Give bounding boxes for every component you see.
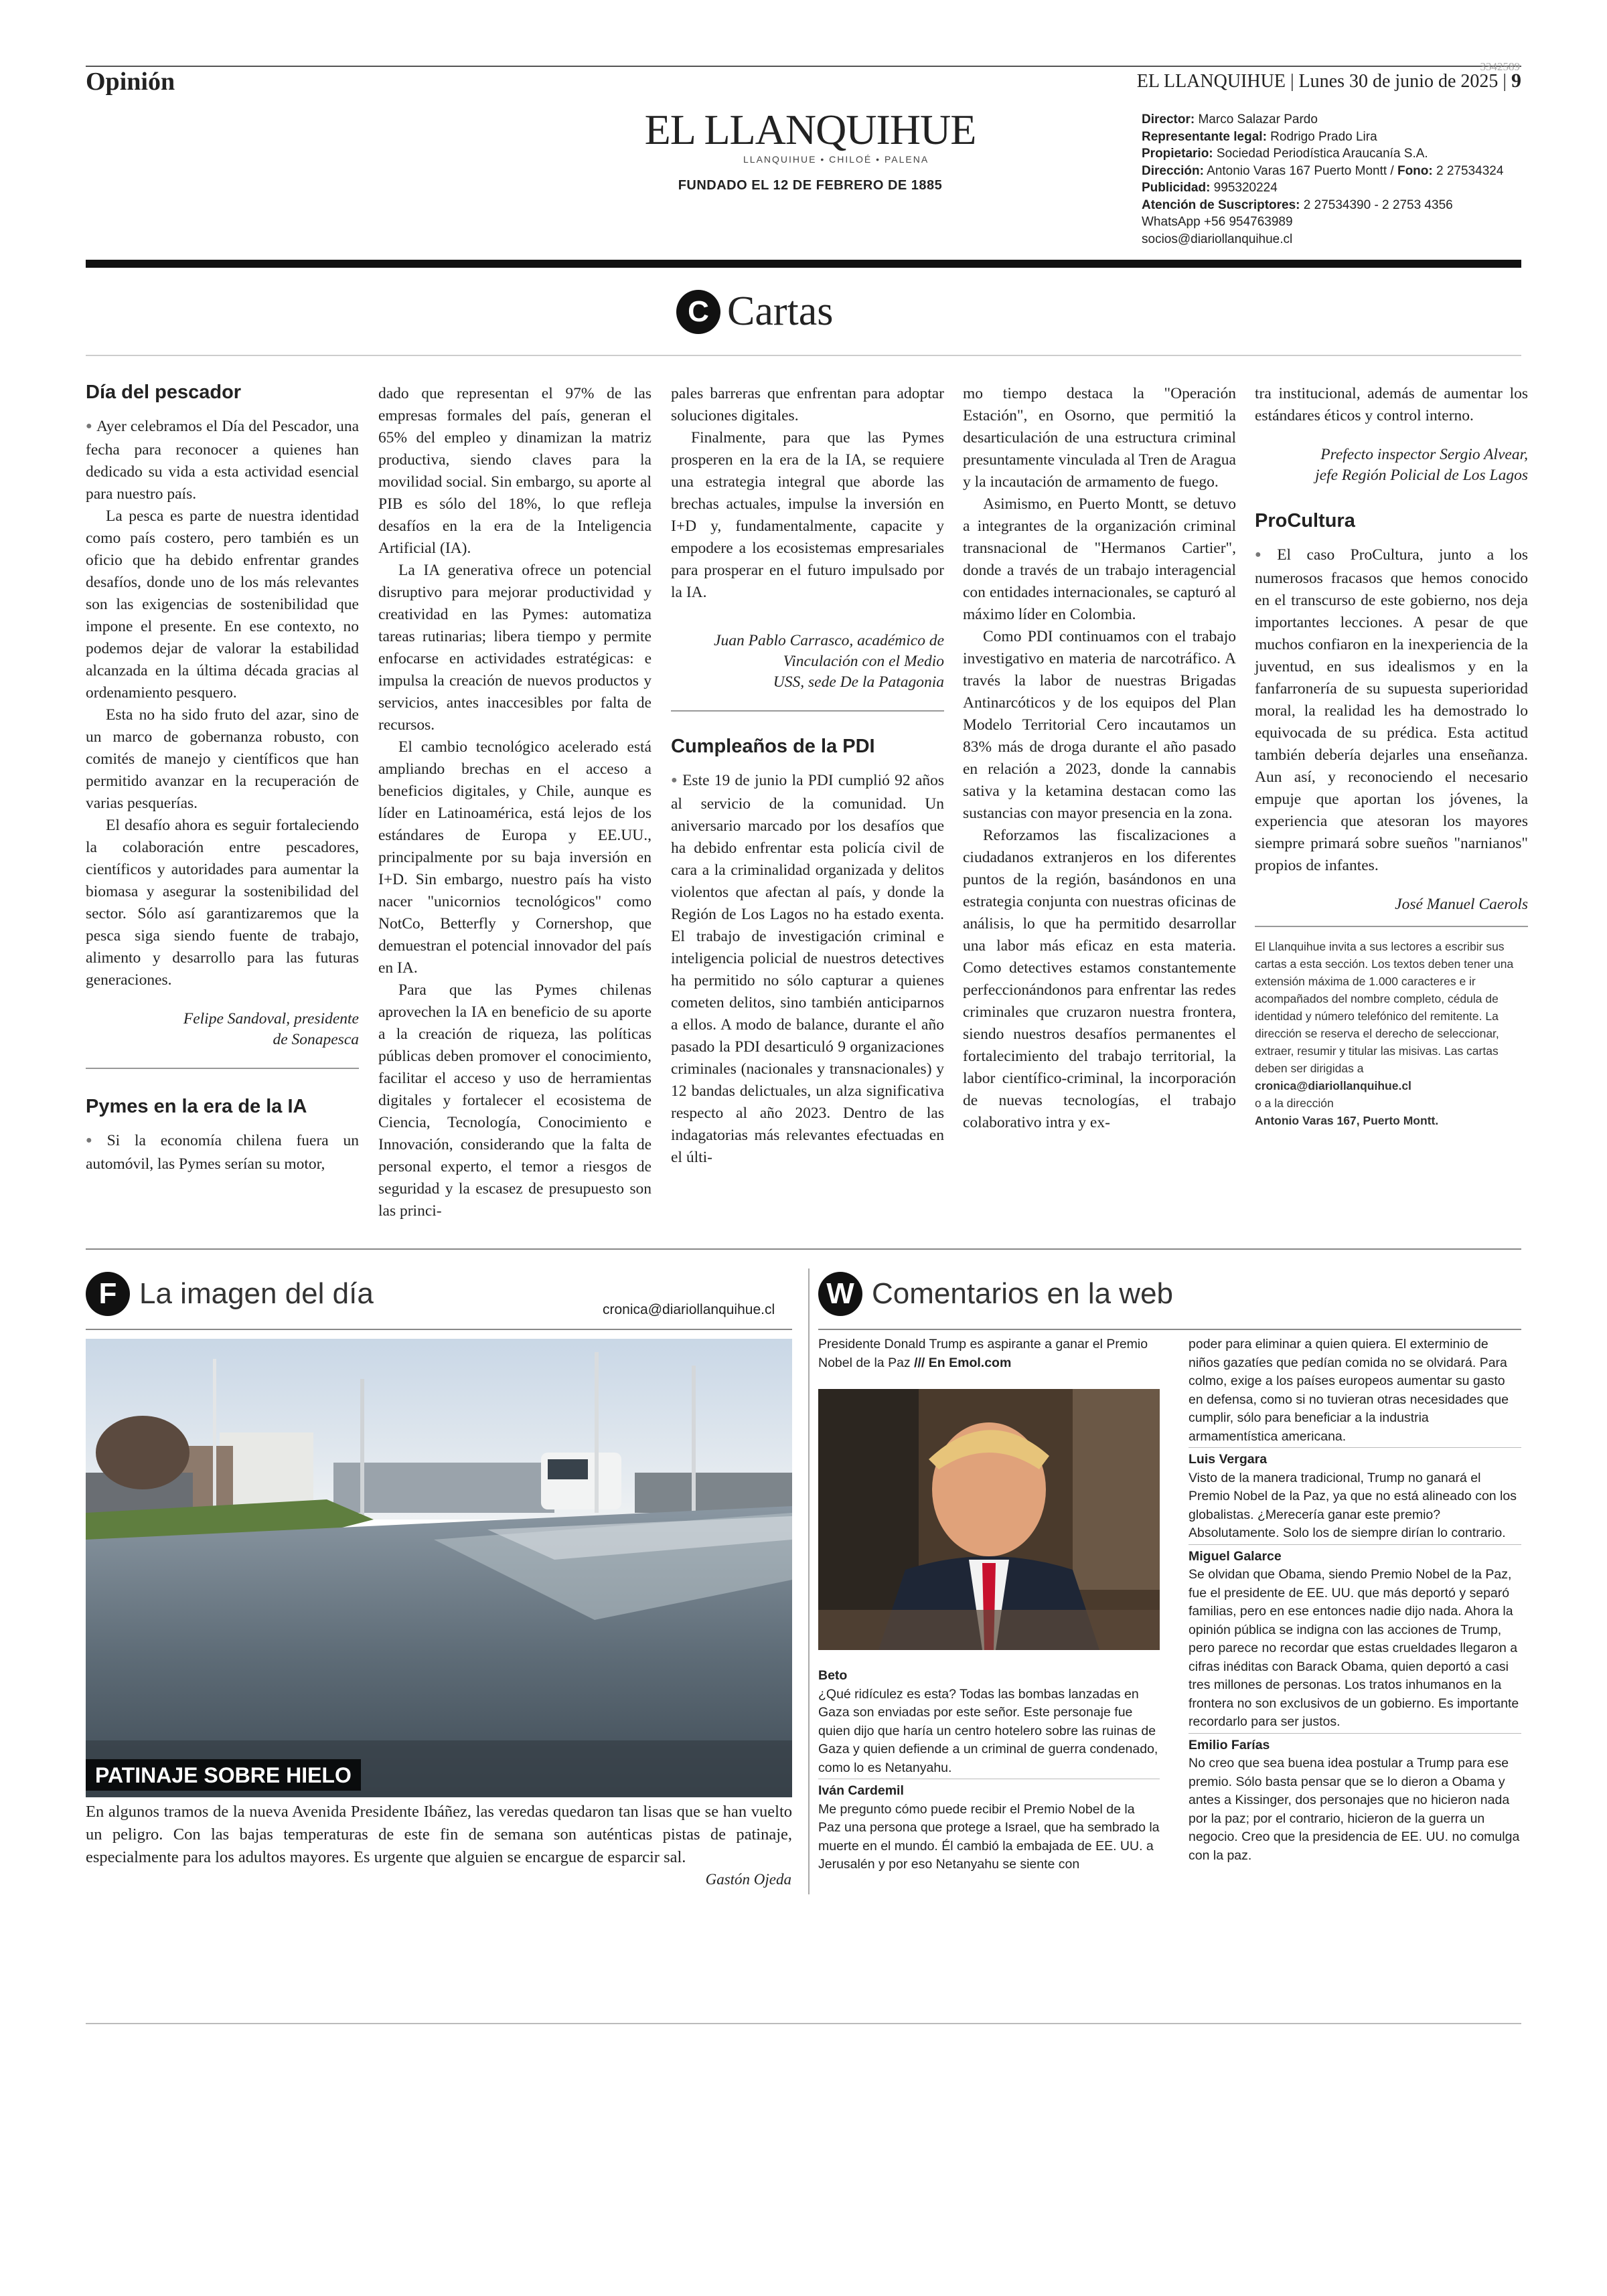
imagen-rule xyxy=(86,1329,792,1330)
staff-ads: Publicidad: 995320224 xyxy=(1142,181,1278,195)
letter-separator xyxy=(1255,926,1528,927)
photo-caption-label: PATINAJE SOBRE HIELO xyxy=(86,1759,361,1791)
imagen-title: La imagen del día xyxy=(139,1277,374,1310)
comment-text: No creo que sea buena idea postular a Trump para ese premio. Sólo basta pensar que se lo dieron a Obama y antes a Kissinger, dos personajes que no hicieron nada por la paz; por el contrario, hicieron de la guerra un negocio. Creo que la presidencia de EE. UU. no comulga con la paz. xyxy=(1189,1756,1520,1863)
letter-paragraph: Para que las Pymes chilenas aprovechen la IA en beneficio de su aporte a la creación de riqueza, las políticas públicas deben promover el conocimiento, facilitar el acceso y uso de herramientas digitales y fortalecer el ecosistema de Ciencia, Tecnología, Conocimiento e Innovación, considerando que la falta de personal experto, el temor a riesgos de seguridad y la escasez de presupuesto son las princi- xyxy=(378,981,652,1220)
web-comment xyxy=(818,1782,1160,1874)
submission-address: Antonio Varas 167, Puerto Montt. xyxy=(1255,1114,1439,1127)
comment-author: Luis Vergara xyxy=(1189,1452,1268,1467)
staff-box xyxy=(1142,111,1503,248)
column-5 xyxy=(1255,383,1528,1129)
cartas-rule xyxy=(86,355,1521,356)
letter-paragraph: El cambio tecnológico acelerado está ampliando brechas en el acceso a beneficios digitales, y Chile, aunque es líder en Latinoamérica, está lejos de los estándares de Europa y EE.UU., principalmente por su baja inversión en I+D. Sin embargo, nuestro país ha visto nacer "unicornios tecnológicos" como NotCo, Betterfly y Cornershop, que demuestran el potencial innovador del país en IA. xyxy=(378,738,652,977)
staff-email[interactable]: socios@diariollanquihue.cl xyxy=(1142,232,1293,246)
dateline-date: Lunes 30 de junio de 2025 xyxy=(1298,71,1499,92)
staff-legal: Representante legal: Rodrigo Prado Lira xyxy=(1142,129,1377,144)
letter-paragraph: ● Este 19 de junio la PDI cumplió 92 años al servicio de la comunidad. Un aniversario marcado por los desafíos que ha debido enfrentar esta policía civil de cara a la criminalidad organizada y delitos violentos que afectan al país, y donde la Región de Los Lagos no ha estado exenta. El trabajo de investigación criminal e inteligencia policial de nuestros detectives ha permitido no sólo capturar a quienes cometen delitos, sino también anticiparnos a ellos. A modo de balance, durante el año pasado la PDI desarticuló 9 organizaciones criminales (nacionales y transnacionales) y 12 bandas delictuales, un alza significativa respecto al año 2023. Dentro de las indagatorias más relevantes efectuadas en el últi- xyxy=(671,770,944,1169)
letter-paragraph: Esta no ha sido fruto del azar, sino de un marco de gobernanza robusto, con comités de manejo y científicos que han permitido avanzar en la recuperación de varias pesquerías. xyxy=(86,706,359,812)
cartas-badge-icon: C xyxy=(676,290,720,334)
staff-owner: Propietario: Sociedad Periodística Araucanía S.A. xyxy=(1142,147,1428,161)
web-comment xyxy=(818,1667,1160,1779)
web-comment xyxy=(1189,1548,1521,1734)
dateline-paper: EL LLANQUIHUE xyxy=(1136,71,1286,92)
logo-name: EL LLANQUIHUE xyxy=(644,106,976,153)
letter-title: Pymes en la era de la IA xyxy=(86,1096,307,1117)
comment-author: Emilio Farías xyxy=(1189,1737,1270,1752)
photo-caption: En algunos tramos de la nueva Avenida Presidente Ibáñez, las veredas quedaron tan lisas que se han vuelto un peligro. Con las bajas temperaturas de este fin de semana son auténticas pistas de patinaje, especialmente para los adultos mayores. Es urgente que alguien se encargue de esparcir sal. xyxy=(86,1803,792,1866)
column-1 xyxy=(86,382,359,1175)
column-3 xyxy=(671,383,944,1169)
letter-title: Cumpleaños de la PDI xyxy=(671,736,875,757)
letter-paragraph: El desafío ahora es seguir fortaleciendo la colaboración entre pescadores, científicos y autoridades para aumentar la biomasa y asegurar la sostenibilidad del sector. Sólo así garantizaremos que la pesca siga siendo fuente de trabajo, alimento y desarrollo para las futuras generaciones. xyxy=(86,817,359,989)
comment-author: Miguel Galarce xyxy=(1189,1548,1282,1564)
letter-paragraph: ● Si la economía chilena fuera un automóvil, las Pymes serían su motor, xyxy=(86,1130,359,1175)
letter-signature: Juan Pablo Carrasco, académico de Vinculación con el Medio USS, sede De la Patagonia xyxy=(714,632,944,691)
letter-paragraph: Finalmente, para que las Pymes prosperen en la era de la IA, se requiere una estrategia integral que aborde las brechas actuales, impulse la inversión en I+D y, fundamentalmente, capacite y empodere a los ecosistemas empresariales para prosperar en el futuro impulsado por la IA. xyxy=(671,429,944,601)
cartas-title: Cartas xyxy=(727,289,834,334)
letter-paragraph: ● Ayer celebramos el Día del Pescador, una fecha para reconocer a quienes han dedicado su vida a esta actividad esencial para nuestro país. xyxy=(86,416,359,505)
letter-signature: Felipe Sandoval, presidente de Sonapesca xyxy=(183,1010,359,1048)
vertical-divider xyxy=(808,1268,810,1894)
letter-paragraph: mo tiempo destaca la "Operación Estación", en Osorno, que permitió la desarticulación de una estructura criminal presuntamente vinculada al Tren de Aragua y la incautación de armamento de fuego. xyxy=(963,385,1236,491)
web-lead: Presidente Donald Trump es aspirante a ganar el Premio Nobel de la Paz /// En Emol.com xyxy=(818,1337,1148,1370)
letter-title: Día del pescador xyxy=(86,382,242,403)
logo-subtitle: LLANQUIHUE • CHILOÉ • PALENA xyxy=(743,154,929,165)
submission-info: El Llanquihue invita a sus lectores a escribir sus cartas a esta sección. Los textos deben tener una extensión máxima de 1.000 caracteres e ir acompañados del nombre completo, cédula de identidad y número telefónico del remitente. La dirección se reserva el derecho de seleccionar, extraer, resumir y titular las misivas. Las cartas deben ser dirigidas a cronica@diariollanquihue.cl o a la dirección Antonio Varas 167, Puerto Montt. xyxy=(1255,938,1528,1129)
letter-separator xyxy=(86,1068,359,1069)
cartas-header xyxy=(676,288,833,335)
web-comment xyxy=(1189,1736,1521,1866)
imagen-email[interactable]: cronica@diariollanquihue.cl xyxy=(603,1302,775,1317)
comment-author: Iván Cardemil xyxy=(818,1783,904,1798)
web-title: Comentarios en la web xyxy=(872,1277,1174,1310)
letter-title: ProCultura xyxy=(1255,510,1355,531)
web-badge-icon: W xyxy=(818,1272,862,1316)
newspaper-logo[interactable] xyxy=(643,106,978,193)
staff-director: Director: Marco Salazar Pardo xyxy=(1142,112,1318,127)
staff-subscribers: Atención de Suscriptores: 2 27534390 - 2 2753 4356 xyxy=(1142,197,1453,212)
web-comment xyxy=(1189,1451,1521,1545)
letter-signature: Prefecto inspector Sergio Alvear, jefe Región Policial de Los Lagos xyxy=(1315,446,1528,484)
comment-author: Beto xyxy=(818,1668,848,1683)
submission-email[interactable]: cronica@diariollanquihue.cl xyxy=(1255,1079,1411,1092)
imagen-badge-icon: F xyxy=(86,1272,130,1316)
section-label: Opinión xyxy=(86,68,175,96)
letter-paragraph: tra institucional, además de aumentar los estándares éticos y control interno. xyxy=(1255,385,1528,424)
imagen-header xyxy=(86,1272,374,1316)
photo-credit: Gastón Ojeda xyxy=(705,1871,791,1888)
web-lead-source[interactable]: /// En Emol.com xyxy=(910,1355,1012,1370)
web-comments-right xyxy=(1189,1335,1521,1865)
letter-paragraph: La pesca es parte de nuestra identidad como país costero, pero también es un oficio que ha debido enfrentar grandes desafíos, donde uno de los más relevantes son las exigencias de sostenibilidad que impone el presente. En ese contexto, no podemos dejar de valorar la estabilidad alcanzada en la última década gracias al ordenamiento pesquero. xyxy=(86,507,359,702)
photo-trump xyxy=(818,1389,1160,1650)
dateline: EL LLANQUIHUE | Lunes 30 de junio de 2025 | 9 xyxy=(1136,70,1521,92)
comment-text: Me pregunto cómo puede recibir el Premio Nobel de la Paz una persona que protege a Israel, que ha sembrado la muerte en el mundo. Él cambió la embajada de EE. UU. a Jerusalén y por eso Netanyahu se siente con xyxy=(818,1801,1160,1872)
staff-address: Dirección: Antonio Varas 167 Puerto Montt / Fono: 2 27534324 xyxy=(1142,163,1504,178)
photo-illustration xyxy=(86,1339,792,1797)
web-comments-left xyxy=(818,1667,1160,1874)
letter-separator xyxy=(671,710,944,712)
masthead-divider xyxy=(86,260,1521,268)
web-header xyxy=(818,1272,1173,1316)
photo-icy-sidewalk xyxy=(86,1339,792,1797)
letter-paragraph: Como PDI continuamos con el trabajo investigativo en materia de narcotráfico. A través la labor de nuestras Brigadas Antinarcóticos y de los equipos del Plan Modelo Territorial Cero incautamos un 83% más de droga durante el año pasado en relación a 2023, donde la cannabis sativa y la ketamina destacan como las sustancias con mayor presencia en la zona. xyxy=(963,628,1236,822)
web-comment-continuation: poder para eliminar a quien quiera. El exterminio de niños gazatíes que pedían comida no se olvidará. Para colmo, exige a los países europeos aumentar su gasto en defensa, como si no tuvieran otras necesidades que cumplir, sólo para beneficiar a la industria armamentística americana. xyxy=(1189,1335,1521,1448)
web-rule xyxy=(818,1329,1521,1330)
founded-line: FUNDADO EL 12 DE FEBRERO DE 1885 xyxy=(678,178,943,193)
letter-paragraph: pales barreras que enfrentan para adoptar soluciones digitales. xyxy=(671,385,944,424)
page-number: 9 xyxy=(1511,70,1521,92)
staff-whatsapp[interactable]: WhatsApp +56 954763989 xyxy=(1142,215,1293,229)
letter-signature: José Manuel Caerols xyxy=(1395,896,1528,913)
comment-text: Se olvidan que Obama, siendo Premio Nobel de la Paz, fue el presidente de EE. UU. que más deportó y separó familias, pero en ese entonces nadie dijo nada. Ahora la opinión pública se indigna con las acciones de Trump, pero parece no recordar que estas crueldades llegaron a cifras inéditas con Barack Obama, quien deportó a casi tres millones de personas. Los tratos inhumanos en la frontera no son exclusivos de un gobierno. Es importante recordarlo para ser justos. xyxy=(1189,1567,1519,1729)
bottom-rule xyxy=(86,2023,1521,2024)
letter-paragraph: Asimismo, en Puerto Montt, se detuvo a integrantes de la organización criminal transnacional de "Hermanos Cartier", donde a través de un trabajo interagencial con entidades internacionales, se capturó al máximo líder en Colombia. xyxy=(963,495,1236,623)
archive-number: 3342589 xyxy=(1480,60,1520,73)
column-4 xyxy=(963,383,1236,1134)
comment-text: ¿Qué ridículez es esta? Todas las bombas lanzadas en Gaza son enviadas por este señor. Este personaje fue quien dijo que haría un centro hotelero sobre las ruinas de Gaza y quien defiende a un criminal de guerra condenado, como lo es Netanyahu. xyxy=(818,1686,1158,1775)
letter-paragraph: dado que representan el 97% de las empresas formales del país, generan el 65% del empleo y dinamizan la matriz productiva, siendo claves para la movilidad social. Sin embargo, su aporte al PIB es sólo del 18%, lo que refleja desafíos en la era de la Inteligencia Artificial (IA). xyxy=(378,385,652,557)
column-2 xyxy=(378,383,652,1222)
section-divider xyxy=(86,1248,1521,1250)
letter-paragraph: Reforzamos las fiscalizaciones a ciudadanos extranjeros en los diferentes puntos de la región, basándonos en una estrategia conjunta con nuestras oficinas de análisis, lo que ha permitido desarrollar una labor más eficaz en esta materia. Como detectives estamos constantemente perfeccionándonos para enfrentar las redes criminales que cruzaron nuestra frontera, siendo nuestros desafíos permanentes el fortalecimiento del trabajo territorial, la labor científico-criminal, la incorporación de nuevas tecnologías, el trabajo colaborativo intra y ex- xyxy=(963,827,1236,1131)
photo-illustration xyxy=(818,1389,1160,1650)
top-rule xyxy=(86,66,1521,67)
comment-text: Visto de la manera tradicional, Trump no ganará el Premio Nobel de la Paz, ya que no está alineado con los globalistas. ¿Merecería ganar este premio? Absolutamente. Solo los de siempre dirían lo contrario. xyxy=(1189,1470,1517,1540)
letter-paragraph: ● El caso ProCultura, junto a los numerosos fracasos que hemos conocido en el transcurso de este gobierno, nos deja importantes lecciones. A pesar de que muchos confiaron en la inexperiencia de la juventud, en sus idealismos y en la fanfarronería de su supuesta superioridad moral, la realidad les ha demostrado lo equivocada de su prédica. Esta actitud también debería dejarles una enseñanza. Aun así, y reconociendo el necesario empuje que aportan los jóvenes, la experiencia que atesoran los mayores siempre primará sobre sueños "narnianos" propios de infantes. xyxy=(1255,544,1528,877)
letter-paragraph: La IA generativa ofrece un potencial disruptivo para mejorar productividad y creatividad en las Pymes: automatiza tareas rutinarias; libera tiempo y permite enfocarse en actividades estratégicas: e impulsa la creación de nuevos productos y servicios, antes inaccesibles por falta de recursos. xyxy=(378,562,652,734)
